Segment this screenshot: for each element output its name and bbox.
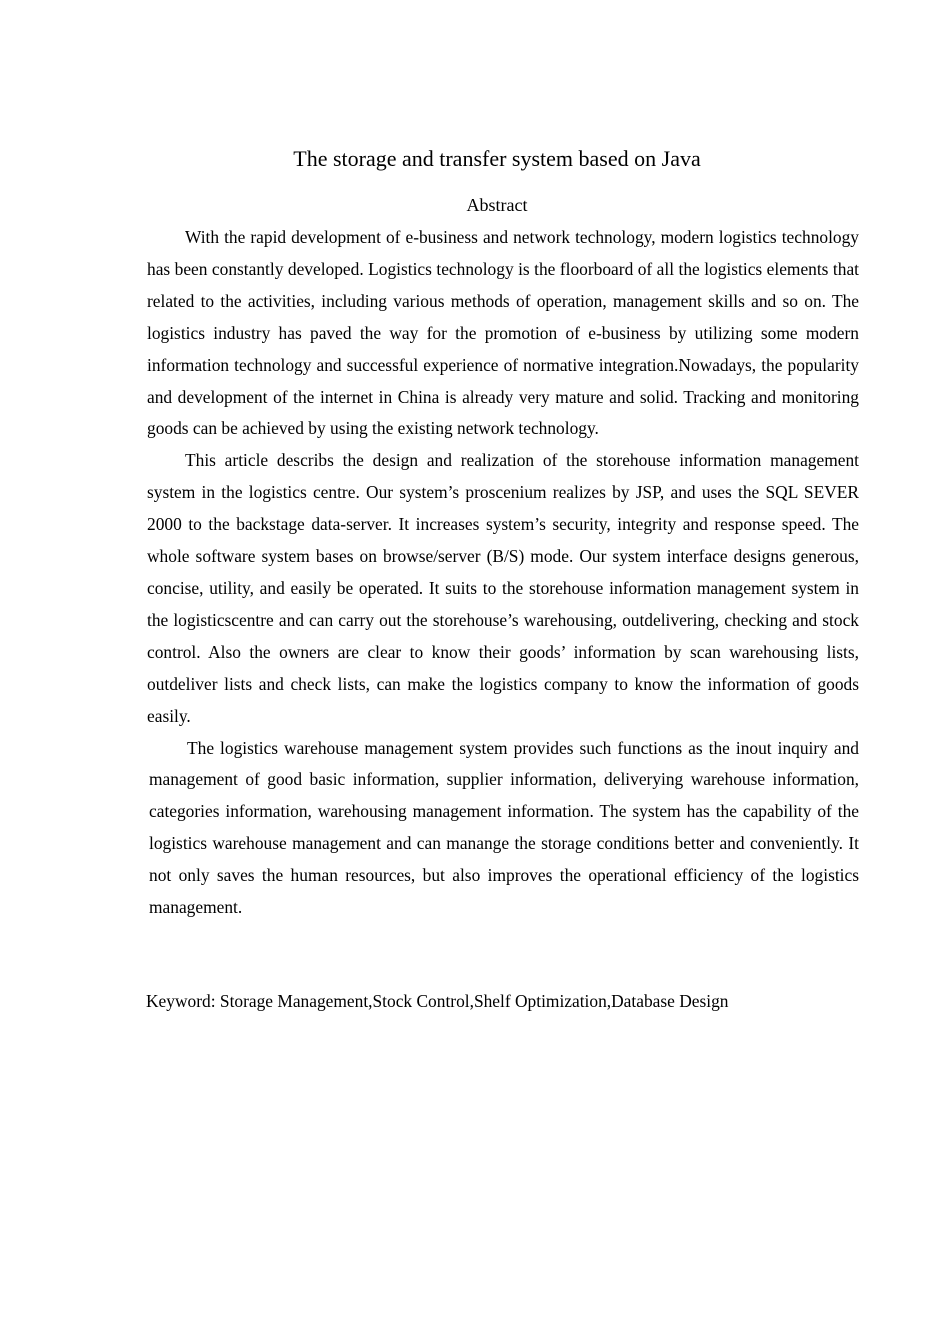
- abstract-heading: Abstract: [466, 195, 528, 215]
- abstract-paragraph-2: This article describs the design and realization of the storehouse information management system in the logistics centre. Our system’s proscenium realizes by JSP, and uses the SQL SEVER 2000 to the backstage data-server. It increases system’s security, integrity and response speed. The whole software system bases on browse/server (B/S) mode. Our system interface designs generous, concise, utility, and easily be operated. It suits to the storehouse information management system in the logisticscentre and can carry out the storehouse’s warehousing, outdelivering, checking and stock control. Also the owners are clear to know their goods’ information by scan warehousing lists, outdeliver lists and check lists, can make the logistics company to know the information of goods easily.: [147, 450, 859, 726]
- abstract-body: [147, 222, 859, 924]
- abstract-paragraph-1: With the rapid development of e-business and network technology, modern logistics technology has been constantly developed. Logistics technology is the floorboard of all the logistics elements that related to the activities, including various methods of operation, management skills and so on. The logistics industry has paved the way for the promotion of e-business by utilizing some modern information technology and successful experience of normative integration.Nowadays, the popularity and development of the internet in China is already very mature and solid. Tracking and monitoring goods can be achieved by using the existing network technology.: [147, 227, 859, 439]
- keywords-line: Keyword: Storage Management,Stock Control,Shelf Optimization,Database Design: [146, 991, 729, 1011]
- document-title: The storage and transfer system based on Java: [293, 146, 701, 171]
- abstract-paragraph-3: The logistics warehouse management system provides such functions as the inout inquiry and management of good basic information, supplier information, deliverying warehouse information, categories information, warehousing management information. The system has the capability of the logistics warehouse management and can manange the storage conditions better and conveniently. It not only saves the human resources, but also improves the operational efficiency of the logistics management.: [149, 737, 859, 918]
